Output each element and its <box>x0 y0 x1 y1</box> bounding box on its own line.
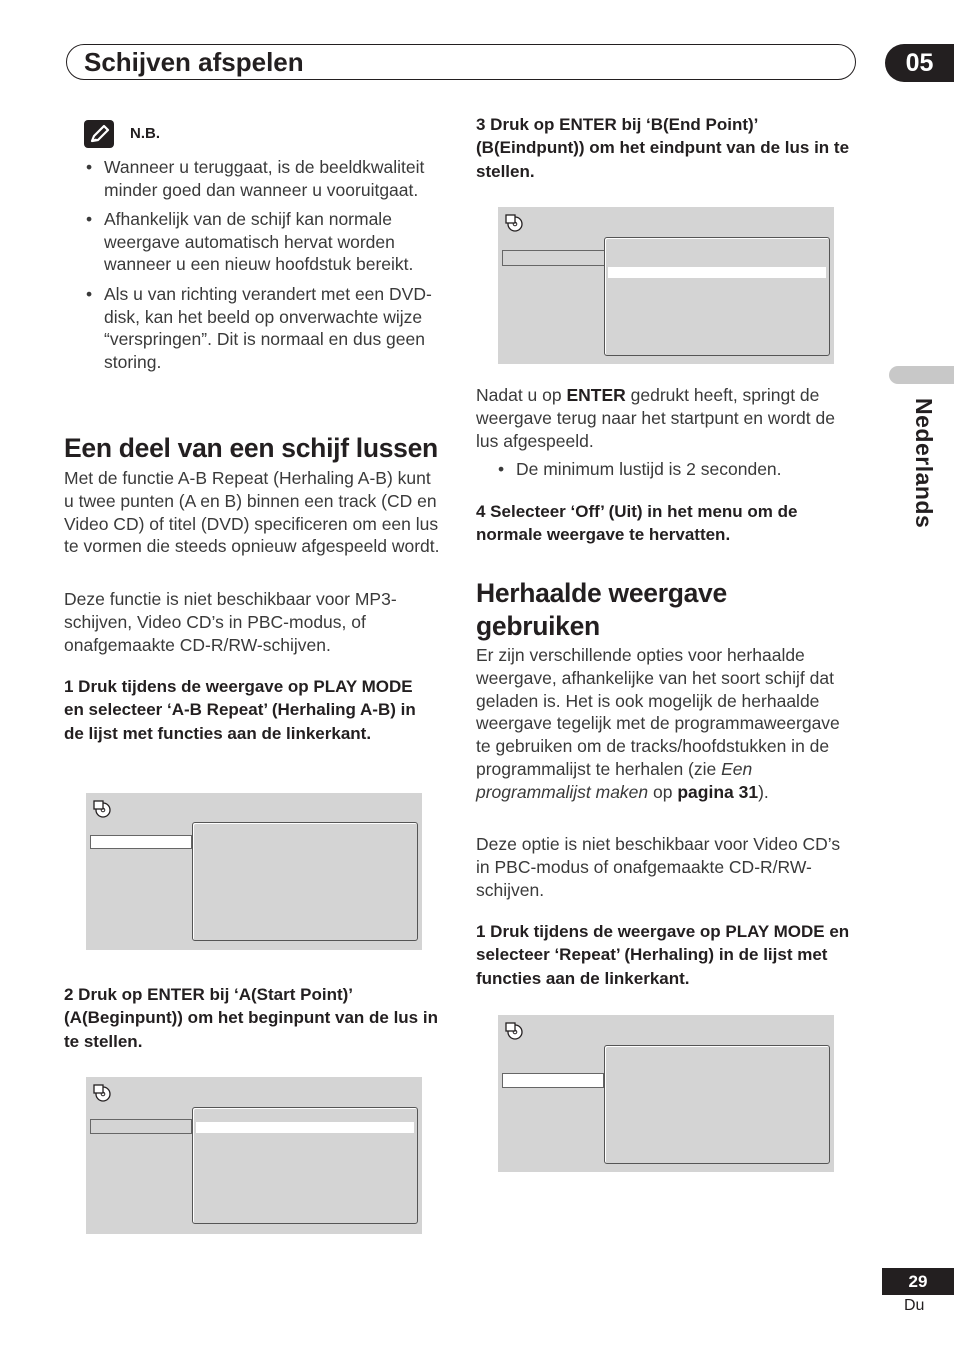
disc-icon <box>93 800 111 818</box>
section-paragraph: Er zijn verschillende opties voor herhaalde weergave, afhankelijke van het soort schijf dat geladen is. Het is ook mogelijk de herhaalde weergave tegelijk met de programmaweergave te gebruiken om de tracks/hoofdstukken in de programmalijst te herhalen (zie Een programmalijst maken op pagina 31). <box>476 645 840 802</box>
step-1-repeat: 1 Druk tijdens de weergave op PLAY MODE en selecteer ‘Repeat’ (Herhaling) in de lijst met functies aan de linkerkant. <box>476 922 850 988</box>
page-language-code: Du <box>904 1297 925 1314</box>
screen-mockup-4 <box>498 1015 834 1172</box>
note-label: N.B. <box>130 125 160 142</box>
page-title: Schijven afspelen <box>84 47 304 77</box>
screen-mockup-1 <box>86 793 422 950</box>
list-item: • Wanneer u teruggaat, is de beeldkwaliteit minder goed dan wanneer u vooruitgaat. <box>86 156 446 201</box>
step-3: 3 Druk op ENTER bij ‘B(End Point)’ (B(Eindpunt)) om het eindpunt van de lus in te stellen. <box>476 115 850 181</box>
step-2: 2 Druk op ENTER bij ‘A(Start Point)’ (A(Beginpunt)) om het beginpunt van de lus in te stellen. <box>64 985 438 1051</box>
after-step-3-paragraph: Nadat u op ENTER gedrukt heeft, springt de weergave terug naar het startpunt en wordt de lus afgespeeld. <box>476 385 835 451</box>
screen-mockup-2 <box>86 1077 422 1234</box>
section-heading-repeat: Herhaalde weergave gebruiken <box>476 578 727 641</box>
page-reference: pagina 31 <box>677 781 759 802</box>
list-item: • Afhankelijk van de schijf kan normale weergave automatisch hervat worden wanneer u een nieuw hoofdstuk bereikt. <box>86 208 446 276</box>
screen-mockup-3 <box>498 207 834 364</box>
chapter-badge: 05 <box>885 44 954 82</box>
step-4: 4 Selecteer ‘Off’ (Uit) in het menu om de normale weergave te hervatten. <box>476 502 798 545</box>
page-number: 29 <box>882 1268 954 1295</box>
section-paragraph: Met de functie A-B Repeat (Herhaling A-B) kunt u twee punten (A en B) binnen een track (CD en Video CD) of titel (DVD) specificeren om een lus te vormen die steeds opnieuw afgespeeld wordt. <box>64 468 440 557</box>
disc-icon <box>505 1022 523 1040</box>
enter-key-label: ENTER <box>566 385 626 405</box>
section-paragraph: Deze optie is niet beschikbaar voor Video CD’s in PBC-modus of onafgemaakte CD-R/RW-schijven. <box>476 834 841 900</box>
list-item: • De minimum lustijd is 2 seconden. <box>498 458 848 481</box>
note-list <box>86 156 446 373</box>
section-heading-loop: Een deel van een schijf lussen <box>64 433 438 463</box>
language-tab-label: Nederlands <box>911 398 937 529</box>
pencil-icon <box>84 120 114 148</box>
section-paragraph: Deze functie is niet beschikbaar voor MP3-schijven, Video CD’s in PBC-modus, of onafgemaakte CD-R/RW-schijven. <box>64 589 397 655</box>
step-1: 1 Druk tijdens de weergave op PLAY MODE en selecteer ‘A-B Repeat’ (Herhaling A-B) in de lijst met functies aan de linkerkant. <box>64 677 416 743</box>
disc-icon <box>93 1084 111 1102</box>
disc-icon <box>505 214 523 232</box>
loop-bullet-list <box>498 458 848 481</box>
list-item: • Als u van richting verandert met een DVD-disk, kan het beeld op onverwachte wijze “verspringen”. Dit is normaal en dus geen storing. <box>86 283 446 373</box>
side-tab <box>889 366 954 384</box>
